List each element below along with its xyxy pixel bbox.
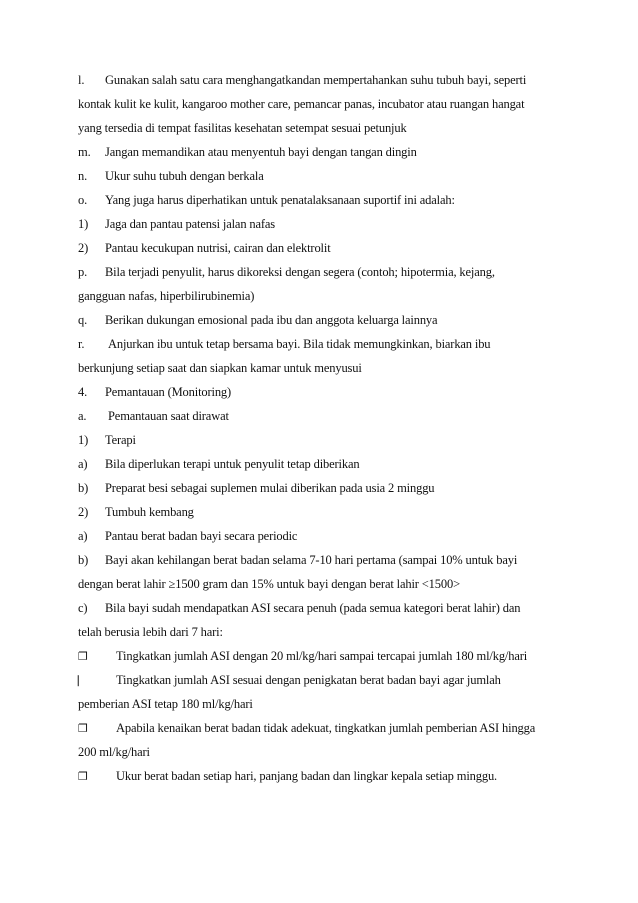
list-marker: 2) (78, 241, 89, 255)
line-text: Tumbuh kembang (105, 505, 194, 519)
line-text: pemberian ASI tetap 180 ml/kg/hari (78, 697, 253, 711)
list-marker: o. (78, 193, 88, 207)
list-marker: c) (78, 601, 88, 615)
list-marker: 1) (78, 433, 89, 447)
list-marker: 2) (78, 505, 89, 519)
list-marker: r. (78, 337, 85, 351)
line-text: Bila terjadi penyulit, harus dikoreksi dengan segera (contoh; hipotermia, kejang, (105, 265, 495, 279)
list-marker: n. (78, 169, 88, 183)
line-text: Gunakan salah satu cara menghangatkandan mempertahankan suhu tubuh bayi, seperti (105, 73, 527, 87)
list-item-continuation (78, 116, 568, 140)
bullet-item (78, 668, 568, 692)
list-item (78, 140, 568, 164)
line-text: telah berusia lebih dari 7 hari: (78, 625, 223, 639)
bullet-marker: ❐ (78, 650, 88, 663)
list-item (78, 596, 568, 620)
list-item (78, 212, 568, 236)
bullet-item-continuation (78, 740, 568, 764)
line-text: Bila diperlukan terapi untuk penyulit tetap diberikan (105, 457, 360, 471)
line-text: Berikan dukungan emosional pada ibu dan anggota keluarga lainnya (105, 313, 438, 327)
list-item (78, 380, 568, 404)
list-marker: a) (78, 457, 88, 471)
list-item (78, 188, 568, 212)
bullet-marker: ❐ (78, 722, 88, 735)
line-text: berkunjung setiap saat dan siapkan kamar untuk menyusui (78, 361, 362, 375)
bullet-item (78, 716, 568, 740)
list-marker: l. (78, 73, 85, 87)
list-item (78, 308, 568, 332)
line-text: Terapi (105, 433, 136, 447)
list-marker: a. (78, 409, 87, 423)
line-text: Ukur berat badan setiap hari, panjang badan dan lingkar kepala setiap minggu. (116, 769, 498, 783)
list-marker: m. (78, 145, 91, 159)
list-item (78, 332, 568, 356)
line-text: Jaga dan pantau patensi jalan nafas (105, 217, 276, 231)
list-item-continuation (78, 572, 568, 596)
list-item (78, 260, 568, 284)
list-marker: q. (78, 313, 88, 327)
list-marker: 4. (78, 385, 88, 399)
line-text: 200 ml/kg/hari (78, 745, 150, 759)
line-text: gangguan nafas, hiperbilirubinemia) (78, 289, 255, 303)
list-marker: 1) (78, 217, 89, 231)
line-text: Tingkatkan jumlah ASI sesuai dengan penigkatan berat badan bayi agar jumlah (116, 673, 501, 687)
list-item (78, 500, 568, 524)
line-text: Ukur suhu tubuh dengan berkala (105, 169, 264, 183)
bullet-marker: ⎸ (78, 674, 89, 687)
line-text: Pantau berat badan bayi secara periodic (105, 529, 298, 543)
line-text: Bila bayi sudah mendapatkan ASI secara penuh (pada semua kategori berat lahir) dan (105, 601, 521, 615)
line-text: Pemantauan saat dirawat (108, 409, 229, 423)
list-marker: b) (78, 553, 89, 567)
line-text: Pemantauan (Monitoring) (105, 385, 232, 399)
line-text: yang tersedia di tempat fasilitas kesehatan setempat sesuai petunjuk (78, 121, 407, 135)
bullet-item-continuation (78, 692, 568, 716)
bullet-item (78, 644, 568, 668)
bullet-item (78, 764, 568, 788)
line-text: Pantau kecukupan nutrisi, cairan dan elektrolit (105, 241, 331, 255)
line-text: Anjurkan ibu untuk tetap bersama bayi. Bila tidak memungkinkan, biarkan ibu (108, 337, 491, 351)
list-item-continuation (78, 620, 568, 644)
list-item (78, 452, 568, 476)
bullet-marker: ❐ (78, 770, 88, 783)
list-marker: p. (78, 265, 88, 279)
list-item (78, 236, 568, 260)
line-text: Apabila kenaikan berat badan tidak adekuat, tingkatkan jumlah pemberian ASI hingga (116, 721, 536, 735)
line-text: Bayi akan kehilangan berat badan selama 7-10 hari pertama (sampai 10% untuk bayi (105, 553, 518, 567)
line-text: Tingkatkan jumlah ASI dengan 20 ml/kg/hari sampai tercapai jumlah 180 ml/kg/hari (116, 649, 528, 663)
list-item (78, 428, 568, 452)
line-text: dengan berat lahir ≥1500 gram dan 15% untuk bayi dengan berat lahir <1500> (78, 577, 460, 591)
list-item-continuation (78, 284, 568, 308)
list-marker: a) (78, 529, 88, 543)
list-item (78, 164, 568, 188)
line-text: Preparat besi sebagai suplemen mulai diberikan pada usia 2 minggu (105, 481, 435, 495)
line-text: Jangan memandikan atau menyentuh bayi dengan tangan dingin (105, 145, 417, 159)
list-item (78, 548, 568, 572)
list-item (78, 476, 568, 500)
line-text: Yang juga harus diperhatikan untuk penatalaksanaan suportif ini adalah: (105, 193, 455, 207)
list-marker: b) (78, 481, 89, 495)
list-item-continuation (78, 356, 568, 380)
list-item (78, 68, 568, 92)
line-text: kontak kulit ke kulit, kangaroo mother care, pemancar panas, incubator atau ruangan hangat (78, 97, 525, 111)
list-item (78, 404, 568, 428)
list-item (78, 524, 568, 548)
list-item-continuation (78, 92, 568, 116)
